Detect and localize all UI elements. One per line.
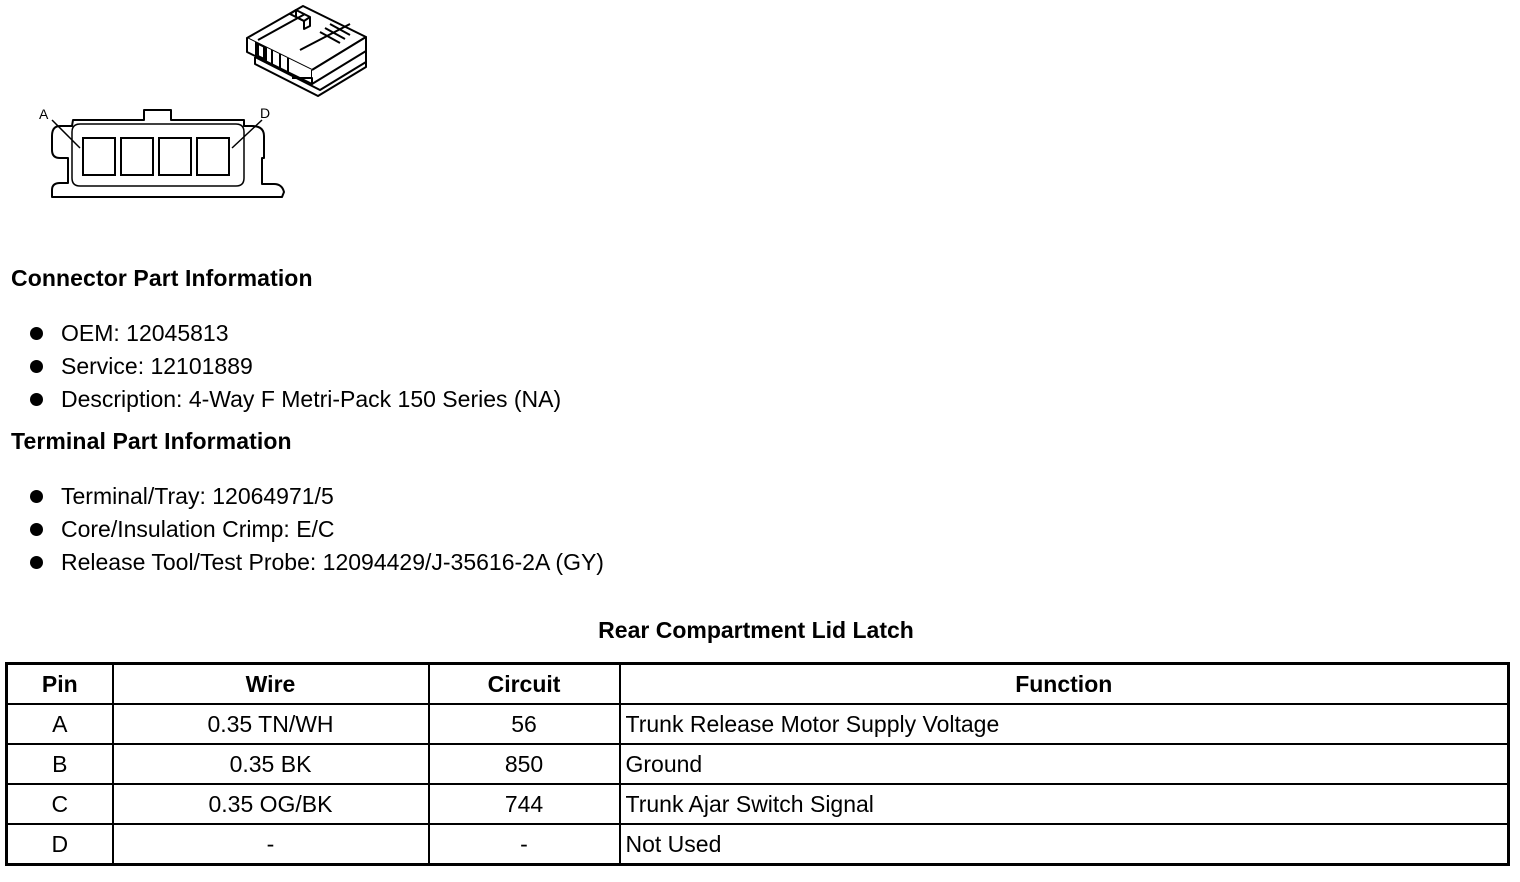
table-title: Rear Compartment Lid Latch bbox=[598, 617, 914, 643]
table-row bbox=[7, 704, 1509, 744]
connector-diagram bbox=[0, 0, 420, 220]
list-item-text: Description: 4-Way F Metri-Pack 150 Series (NA) bbox=[61, 386, 562, 412]
bullet-icon bbox=[30, 393, 43, 406]
circuit-cell: 744 bbox=[429, 784, 620, 824]
table-row bbox=[7, 824, 1509, 865]
list-item-text: OEM: 12045813 bbox=[61, 320, 229, 346]
list-item bbox=[29, 480, 604, 513]
wire-cell: 0.35 BK bbox=[113, 744, 429, 784]
pin-cell: C bbox=[7, 784, 113, 824]
list-item-text: Release Tool/Test Probe: 12094429/J-35616-2A (GY) bbox=[61, 549, 604, 575]
bullet-icon bbox=[30, 523, 43, 536]
cavity-d bbox=[197, 138, 229, 175]
function-cell: Ground bbox=[620, 744, 1509, 784]
function-cell: Trunk Ajar Switch Signal bbox=[620, 784, 1509, 824]
column-header-wire: Wire bbox=[113, 664, 429, 705]
cavity-a bbox=[83, 138, 115, 175]
list-item bbox=[29, 317, 561, 350]
column-header-function: Function bbox=[620, 664, 1509, 705]
pin-a-label: A bbox=[39, 106, 49, 122]
connector-front-view bbox=[39, 105, 284, 197]
pin-cell: A bbox=[7, 704, 113, 744]
list-item-text: Terminal/Tray: 12064971/5 bbox=[61, 483, 334, 509]
bullet-icon bbox=[30, 556, 43, 569]
wire-cell: 0.35 OG/BK bbox=[113, 784, 429, 824]
wire-cell: - bbox=[113, 824, 429, 865]
circuit-cell: 850 bbox=[429, 744, 620, 784]
bullet-icon bbox=[30, 490, 43, 503]
cavity-b bbox=[121, 138, 153, 175]
list-item-text: Core/Insulation Crimp: E/C bbox=[61, 516, 335, 542]
pin-cell: B bbox=[7, 744, 113, 784]
connector-isometric-view bbox=[247, 6, 366, 96]
list-item bbox=[29, 383, 561, 416]
bullet-icon bbox=[30, 327, 43, 340]
bullet-icon bbox=[30, 360, 43, 373]
terminal-info-list bbox=[29, 480, 604, 579]
list-item bbox=[29, 350, 561, 383]
table-header-row bbox=[7, 664, 1509, 705]
connector-info-heading: Connector Part Information bbox=[11, 265, 313, 291]
pin-cell: D bbox=[7, 824, 113, 865]
pin-d-label: D bbox=[260, 105, 271, 121]
column-header-pin: Pin bbox=[7, 664, 113, 705]
pinout-table bbox=[5, 662, 1510, 866]
table-row bbox=[7, 744, 1509, 784]
circuit-cell: 56 bbox=[429, 704, 620, 744]
function-cell: Not Used bbox=[620, 824, 1509, 865]
function-cell: Trunk Release Motor Supply Voltage bbox=[620, 704, 1509, 744]
column-header-circuit: Circuit bbox=[429, 664, 620, 705]
connector-info-list bbox=[29, 317, 561, 416]
list-item-text: Service: 12101889 bbox=[61, 353, 253, 379]
wire-cell: 0.35 TN/WH bbox=[113, 704, 429, 744]
circuit-cell: - bbox=[429, 824, 620, 865]
list-item bbox=[29, 546, 604, 579]
cavity-c bbox=[159, 138, 191, 175]
table-row bbox=[7, 784, 1509, 824]
list-item bbox=[29, 513, 604, 546]
terminal-info-heading: Terminal Part Information bbox=[11, 428, 292, 454]
